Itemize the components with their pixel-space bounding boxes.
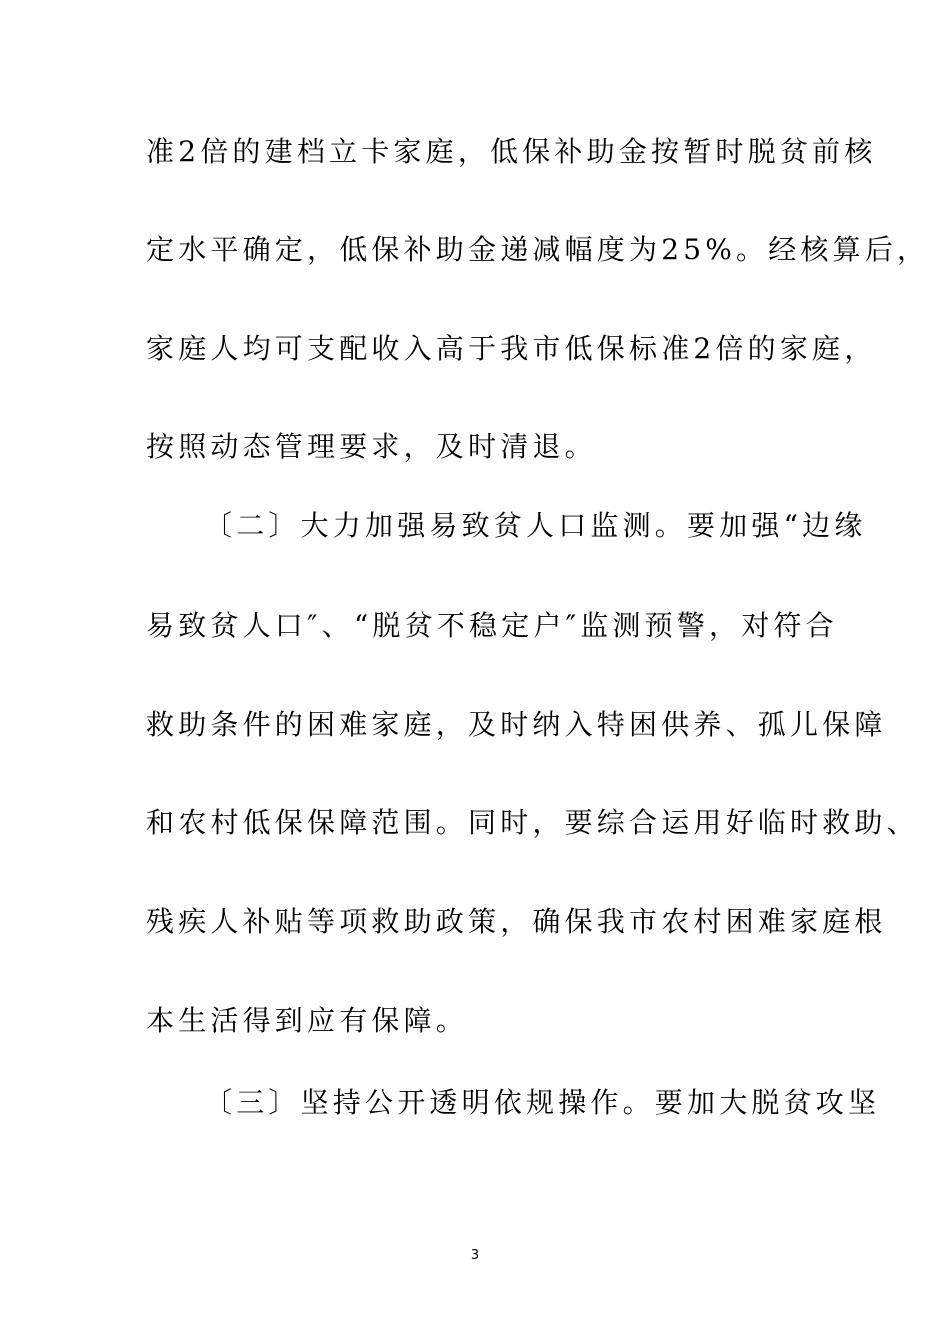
body-line-3: 家庭人均可支配收入高于我市低保标准2倍的家庭，: [146, 332, 877, 365]
body-line-2: 定水平确定，低保补助金递减幅度为25%。经核算后，: [146, 233, 930, 266]
body-line-9: 残疾人补贴等项救助政策，确保我市农村困难家庭根: [146, 905, 887, 938]
body-line-1: 准2倍的建档立卡家庭，低保补助金按暂时脱贫前核: [146, 135, 877, 168]
body-line-10: 本生活得到应有保障。: [146, 1004, 469, 1037]
body-line-8: 和农村低保保障范围。同时，要综合运用好临时救助、: [146, 806, 919, 839]
page-number: 3: [470, 1248, 480, 1263]
body-line-4: 按照动态管理要求，及时清退。: [146, 430, 597, 463]
section-heading-3-line: 〔三〕坚持公开透明依规操作。要加大脱贫攻坚: [204, 1086, 881, 1119]
section-heading-2-line: 〔二〕大力加强易致贫人口监测。要加强“边缘: [204, 509, 867, 542]
body-line-6: 易致贫人口″、“脱贫不稳定户″监测预警，对符合: [146, 609, 838, 642]
body-line-7: 救助条件的困难家庭，及时纳入特困供养、孤儿保障: [146, 708, 887, 741]
